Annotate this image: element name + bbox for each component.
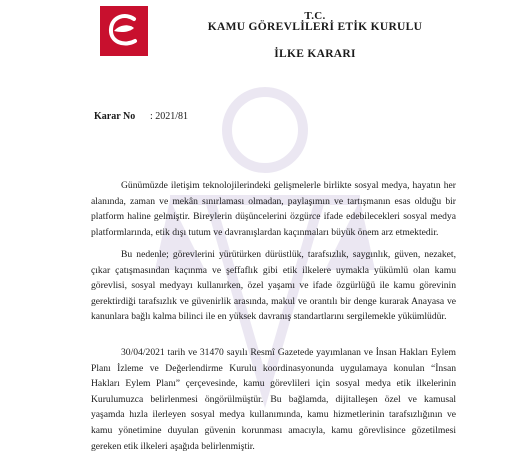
header-tc: T.C. (304, 10, 326, 22)
paragraph-line: gerektirdiği tarafsızlık ve güvenirlik arasında, makul ve orantılı bir denge kurarak Anayasa ve (91, 295, 456, 307)
paragraph-line: 30/04/2021 tarih ve 31470 sayılı Resmî Gazetede yayımlanan ve İnsan Hakları Eylem (121, 347, 456, 358)
decision-number-value: : 2021/81 (150, 111, 189, 122)
paragraph-line: Hakları Eylem Planı” çerçevesinde, kamu görevlileri için sosyal medya etik ilkelerinin (91, 378, 456, 390)
paragraph-line: Kurulumuzca belirlenmesi öngörülmüştür. Bu bağlamda, dijitalleşen özel ve kamusal (91, 393, 456, 405)
paragraph-line: Günümüzde iletişim teknolojilerindeki gelişmelerle birlikte sosyal medya, hayatın her (121, 180, 456, 191)
paragraph-line: çıkar çatışmasından kaçınma ve şeffaflık gibi etik ilkelere uymakla yükümlü olan kamu (91, 264, 456, 276)
organization-name: KAMU GÖREVLİLERİ ETİK KURULU (207, 21, 423, 33)
decision-number-label: Karar No (94, 111, 136, 122)
paragraph-line: gereken etik ilkeleri aşağıda belirlenmiştir. (91, 440, 255, 452)
paragraph-line: Bu nedenle; görevlerini yürütürken dürüstlük, tarafsızlık, saygınlık, güven, nezaket, (121, 249, 456, 260)
paragraph-line: platformlarında, etik dışı tutum ve davranışlardan kaçınmaları büyük önem arz etmektedir. (91, 226, 439, 238)
paragraph-line: kamu yönetimine duyulan güvenin korunması amacıyla, kamu görevlisince gözetilmesi (91, 424, 456, 436)
paragraph-2 (91, 247, 456, 325)
paragraph-line: platform haline gelmiştir. Bireylerin düşüncelerini özgürce ifade edebilecekleri sosyal medya (91, 211, 456, 223)
paragraph-3 (91, 345, 456, 454)
paragraph-line: yaşamda hızla ilerleyen sosyal medya kullanımında, kamu hizmetlerinin tarafsızlığının ve (91, 409, 456, 421)
paragraph-line: Planı İzleme ve Değerlendirme Kurulu koordinasyonunda uygulamaya konulan “İnsan (91, 362, 456, 374)
paragraph-line: kanunlara bağlı kalma bilinci ile en yüksek davranış standartlarını sergilemekle yükümlüdür. (91, 311, 447, 323)
paragraph-line: görevlisi, sosyal medyayı kullanırken, özel yaşamı ve ifade özgürlüğü ile kamu görevinin (91, 280, 456, 292)
ethics-board-logo-icon (100, 6, 148, 56)
decision-number-row (94, 111, 188, 122)
paragraph-line: alanında, zaman ve mekân sınırlaması olmadan, paylaşımın ve tartışmanın esas olduğu bir (91, 195, 456, 207)
paragraph-1 (91, 178, 456, 240)
document-title: İLKE KARARI (274, 48, 356, 60)
